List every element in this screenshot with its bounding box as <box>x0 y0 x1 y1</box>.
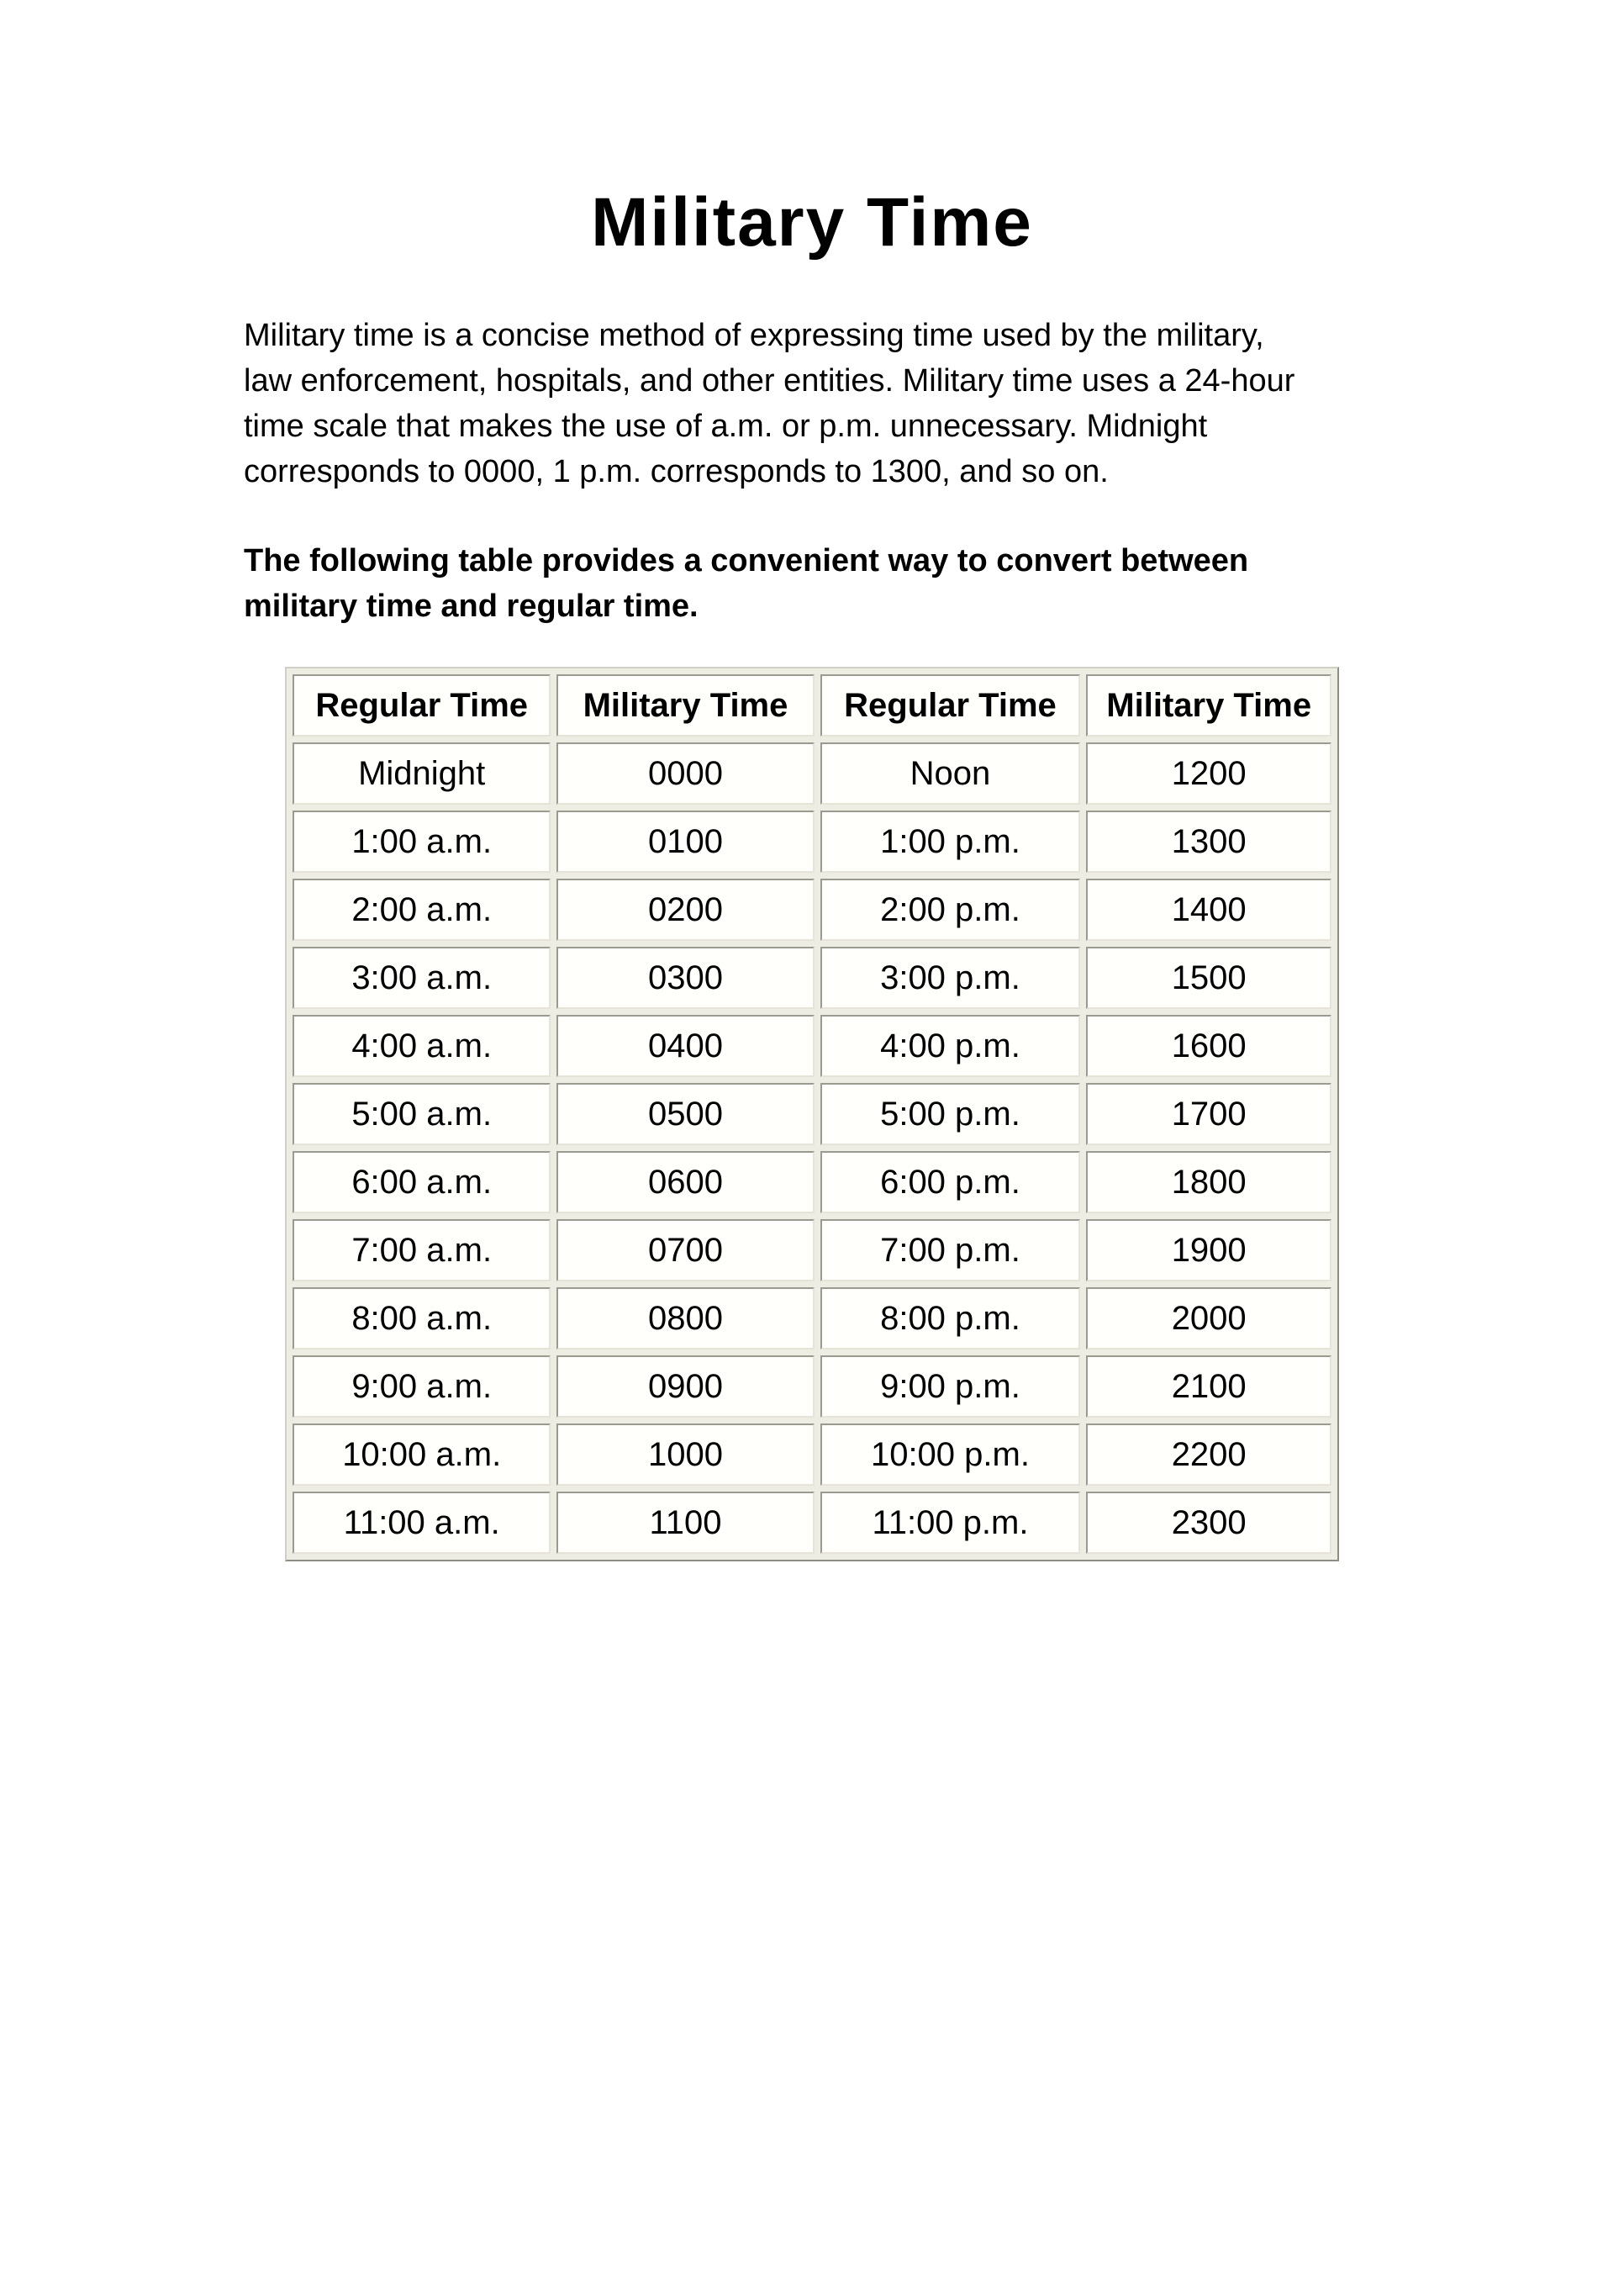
intro-line-1: Military time is a concise method of expressing time used by the military, <box>244 318 1264 353</box>
table-cell: 1400 <box>1086 879 1331 941</box>
table-cell: 2100 <box>1086 1355 1331 1418</box>
table-row <box>293 1492 1331 1554</box>
table-row <box>293 811 1331 873</box>
table-cell: 1:00 p.m. <box>820 811 1081 873</box>
table-cell: 5:00 a.m. <box>293 1083 551 1145</box>
table-cell: 0800 <box>556 1287 814 1349</box>
table-cell: 1200 <box>1086 742 1331 805</box>
table-cell: 1500 <box>1086 947 1331 1009</box>
table-cell: 0300 <box>556 947 814 1009</box>
column-header-regular-time-2: Regular Time <box>820 674 1081 737</box>
intro-paragraph <box>244 313 1380 494</box>
table-intro-line-1: The following table provides a convenient way to convert between <box>244 543 1249 578</box>
table-cell: 8:00 p.m. <box>820 1287 1081 1349</box>
table-cell: 6:00 a.m. <box>293 1151 551 1213</box>
table-row <box>293 1151 1331 1213</box>
table-cell: 9:00 a.m. <box>293 1355 551 1418</box>
table-cell: 0000 <box>556 742 814 805</box>
table-cell: 1700 <box>1086 1083 1331 1145</box>
table-intro-line-2: military time and regular time. <box>244 589 699 624</box>
table-cell: 4:00 a.m. <box>293 1015 551 1077</box>
table-row <box>293 1083 1331 1145</box>
table-cell: 0600 <box>556 1151 814 1213</box>
table-cell: 1900 <box>1086 1219 1331 1281</box>
table-row <box>293 1423 1331 1486</box>
table-cell: 10:00 a.m. <box>293 1423 551 1486</box>
intro-line-2: law enforcement, hospitals, and other entities. Military time uses a 24-hour <box>244 363 1295 399</box>
table-cell: 2200 <box>1086 1423 1331 1486</box>
table-cell: 3:00 p.m. <box>820 947 1081 1009</box>
table-row <box>293 879 1331 941</box>
table-cell: 8:00 a.m. <box>293 1287 551 1349</box>
table-cell: Noon <box>820 742 1081 805</box>
table-cell: 7:00 p.m. <box>820 1219 1081 1281</box>
table-cell: 2:00 a.m. <box>293 879 551 941</box>
table-cell: 0200 <box>556 879 814 941</box>
table-cell: 1:00 a.m. <box>293 811 551 873</box>
table-cell: 1100 <box>556 1492 814 1554</box>
table-cell: 1800 <box>1086 1151 1331 1213</box>
table-row <box>293 1355 1331 1418</box>
table-cell: 3:00 a.m. <box>293 947 551 1009</box>
table-row <box>293 742 1331 805</box>
table-cell: 0400 <box>556 1015 814 1077</box>
table-cell: 2300 <box>1086 1492 1331 1554</box>
table-cell: 0700 <box>556 1219 814 1281</box>
table-row <box>293 1219 1331 1281</box>
table-cell: 6:00 p.m. <box>820 1151 1081 1213</box>
table-cell: 0900 <box>556 1355 814 1418</box>
table-cell: 11:00 p.m. <box>820 1492 1081 1554</box>
column-header-military-time-1: Military Time <box>556 674 814 737</box>
table-cell: 0100 <box>556 811 814 873</box>
table-row <box>293 1015 1331 1077</box>
table-header-row <box>293 674 1331 737</box>
conversion-table-body <box>293 742 1331 1554</box>
table-cell: Midnight <box>293 742 551 805</box>
table-cell: 1600 <box>1086 1015 1331 1077</box>
table-cell: 0500 <box>556 1083 814 1145</box>
document-page <box>0 185 1624 2287</box>
table-cell: 1300 <box>1086 811 1331 873</box>
table-row <box>293 947 1331 1009</box>
table-cell: 7:00 a.m. <box>293 1219 551 1281</box>
conversion-table <box>285 667 1339 1561</box>
table-cell: 2000 <box>1086 1287 1331 1349</box>
table-intro-paragraph <box>244 538 1380 629</box>
table-cell: 5:00 p.m. <box>820 1083 1081 1145</box>
page-title: Military Time <box>591 184 1033 261</box>
intro-line-3: time scale that makes the use of a.m. or p.m. unnecessary. Midnight <box>244 409 1208 444</box>
intro-line-4: corresponds to 0000, 1 p.m. corresponds to 1300, and so on. <box>244 454 1109 489</box>
table-cell: 4:00 p.m. <box>820 1015 1081 1077</box>
page-content <box>244 185 1380 1561</box>
table-cell: 1000 <box>556 1423 814 1486</box>
table-cell: 2:00 p.m. <box>820 879 1081 941</box>
column-header-regular-time-1: Regular Time <box>293 674 551 737</box>
table-cell: 11:00 a.m. <box>293 1492 551 1554</box>
table-row <box>293 1287 1331 1349</box>
column-header-military-time-2: Military Time <box>1086 674 1331 737</box>
table-cell: 9:00 p.m. <box>820 1355 1081 1418</box>
table-cell: 10:00 p.m. <box>820 1423 1081 1486</box>
